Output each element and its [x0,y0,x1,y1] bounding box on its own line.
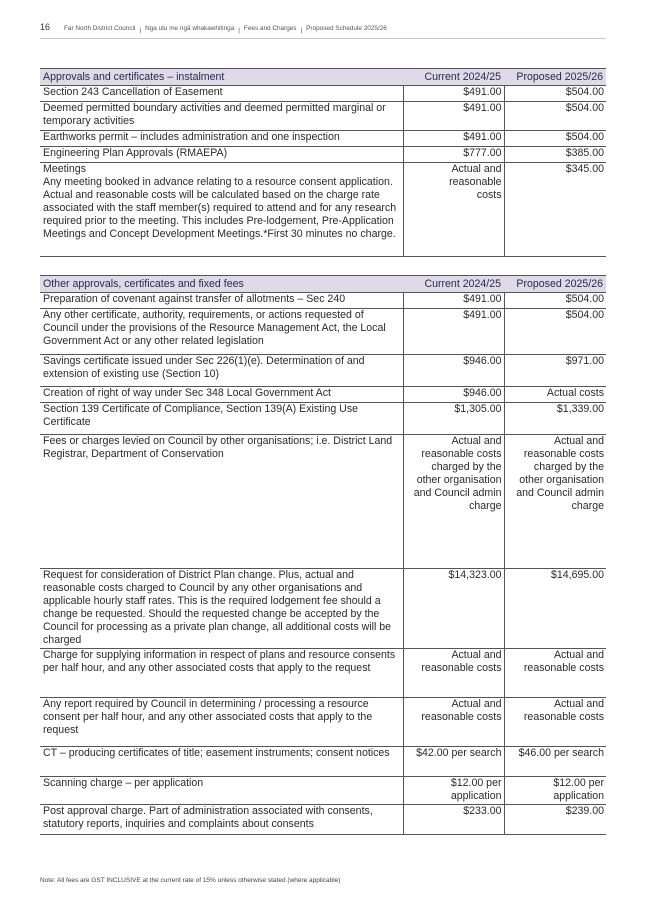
current-fee: $233.00 [403,805,504,835]
fee-description: Preparation of covenant against transfer of allotments – Sec 240 [40,293,403,309]
fee-description: Section 139 Certificate of Compliance, Section 139(A) Existing Use Certificate [40,403,403,435]
column-header-current: Current 2024/25 [403,69,504,86]
current-fee: $491.00 [403,309,504,355]
proposed-fee: Actual and reasonable costs [504,649,606,698]
table-row [40,387,606,403]
schedule-title: Proposed Schedule 2025/26 [306,24,387,32]
table-row [40,86,606,102]
table-row [40,569,606,649]
column-header-current: Current 2024/25 [403,276,504,293]
fee-description: Deemed permitted boundary activities and deemed permitted marginal or temporary activities [40,102,403,131]
table-row [40,355,606,387]
council-name: Far North District Council [64,24,136,32]
fee-description: Savings certificate issued under Sec 226(1)(e). Determination of and extension of existing use (Section 10) [40,355,403,387]
current-fee: Actual and reasonable costs [403,698,504,747]
proposed-fee: $504.00 [504,86,606,102]
current-fee: $1,305.00 [403,403,504,435]
proposed-fee: $504.00 [504,131,606,147]
table-row [40,163,606,257]
maori-title: Nga utu me ngā whakawhitinga [145,24,235,32]
table-row [40,649,606,698]
fee-description: Creation of right of way under Sec 348 Local Government Act [40,387,403,403]
table-row [40,698,606,747]
proposed-fee: $1,339.00 [504,403,606,435]
fee-description: Any report required by Council in determining / processing a resource consent per half hour, and any other associated costs that apply to the request [40,698,403,747]
header-separator: | [139,26,142,34]
table-header-row [40,276,606,293]
current-fee: $491.00 [403,102,504,131]
fee-description: Meetings Any meeting booked in advance relating to a resource consent application. Actual and reasonable costs will be calculated based on the charge rate associated with the staff member(s) required to attend and for any research required prior to the meeting. This includes Pre-lodgement, Pre-Application Meetings and Concept Development Meetings.*First 30 minutes no charge. [40,163,403,257]
proposed-fee: $385.00 [504,147,606,163]
page-number: 16 [40,22,51,32]
table-row [40,777,606,805]
fee-description: Charge for supplying information in respect of plans and resource consents per half hour, and any other associated costs that apply to the request [40,649,403,698]
current-fee: Actual and reasonable costs [403,649,504,698]
fee-description: Any other certificate, authority, requirements, or actions requested of Council under the provisions of the Resource Management Act, the Local Government Act or any other related legislation [40,309,403,355]
proposed-fee: $345.00 [504,163,606,257]
proposed-fee: $504.00 [504,293,606,309]
column-header-description: Other approvals, certificates and fixed fees [40,276,403,293]
current-fee: Actual and reasonable costs charged by the other organisation and Council admin charge [403,435,504,569]
proposed-fee: Actual and reasonable costs charged by the other organisation and Council admin charge [504,435,606,569]
current-fee: $491.00 [403,131,504,147]
current-fee: $42.00 per search [403,747,504,777]
header-separator: | [238,26,240,34]
table-row [40,131,606,147]
fee-description: Earthworks permit – includes administration and one inspection [40,131,403,147]
section-title: Fees and Charges [243,24,297,32]
fee-description: Engineering Plan Approvals (RMAEPA) [40,147,403,163]
fee-description: Post approval charge. Part of administration associated with consents, statutory reports, inquiries and complaints about consents [40,805,403,835]
fee-description: Fees or charges levied on Council by other organisations; i.e. District Land Registrar, Department of Conservation [40,435,403,569]
current-fee: $491.00 [403,293,504,309]
current-fee: $777.00 [403,147,504,163]
table-row [40,102,606,131]
approvals-instalment-table [40,68,606,257]
table-row [40,747,606,777]
current-fee: $946.00 [403,355,504,387]
table-row [40,435,606,569]
proposed-fee: $971.00 [504,355,606,387]
table-row [40,805,606,835]
current-fee: $12.00 per application [403,777,504,805]
proposed-fee: Actual and reasonable costs [504,698,606,747]
table-row [40,293,606,309]
column-header-proposed: Proposed 2025/26 [504,69,606,86]
gst-footnote: Note: All fees are GST INCLUSIVE at the current rate of 15% unless otherwise stated (where applicable) [40,877,341,884]
fee-description: Request for consideration of District Plan change. Plus, actual and reasonable costs charged to Council by any other organisations and applicable hourly staff rates. This is the required lodgement fee should a change be requested. Should the requested change be accepted by the Council for processing as a private plan change, all additional costs will be charged [40,569,403,649]
table-row [40,147,606,163]
proposed-fee: $12.00 per application [504,777,606,805]
table-header-row [40,69,606,86]
table-row [40,403,606,435]
page-header [40,22,606,39]
current-fee: Actual and reasonable costs [403,163,504,257]
proposed-fee: $504.00 [504,102,606,131]
proposed-fee: $504.00 [504,309,606,355]
current-fee: $946.00 [403,387,504,403]
other-approvals-table [40,275,606,835]
current-fee: $491.00 [403,86,504,102]
header-separator: | [300,26,303,34]
current-fee: $14,323.00 [403,569,504,649]
proposed-fee: $239.00 [504,805,606,835]
table-row [40,309,606,355]
column-header-description: Approvals and certificates – instalment [40,69,403,86]
proposed-fee: $14,695.00 [504,569,606,649]
column-header-proposed: Proposed 2025/26 [504,276,606,293]
fee-description: Section 243 Cancellation of Easement [40,86,403,102]
proposed-fee: $46.00 per search [504,747,606,777]
fee-description: Scanning charge – per application [40,777,403,805]
fee-description: CT – producing certificates of title; easement instruments; consent notices [40,747,403,777]
proposed-fee: Actual costs [504,387,606,403]
